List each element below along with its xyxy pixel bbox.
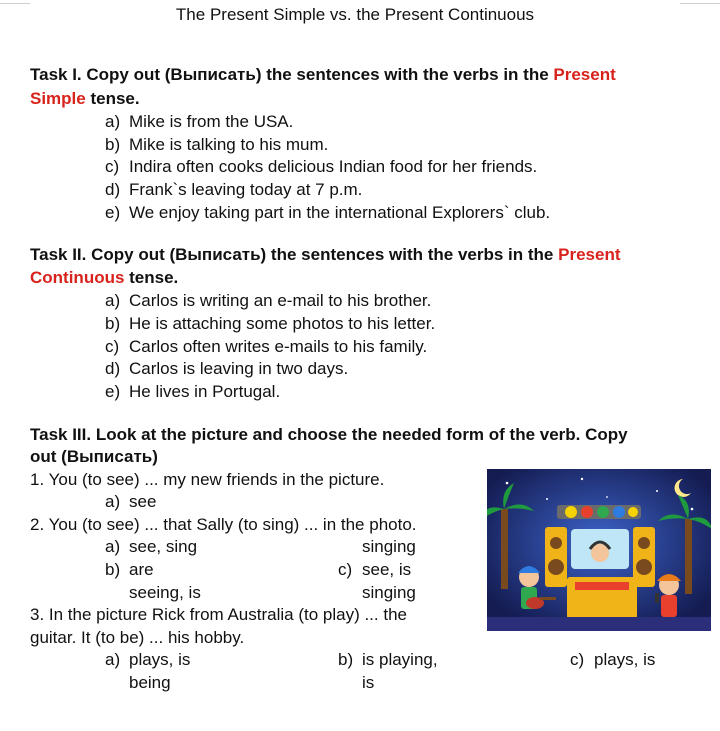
task2-heading-post: tense.	[124, 268, 179, 287]
task3-q1: 1. You (to see) ... my new friends in the picture.	[30, 470, 385, 489]
task3-q2-option-a: a) see, sing	[105, 537, 198, 556]
task3-q2-option-a-cont: singing	[362, 537, 416, 556]
task1-heading-line1	[30, 65, 616, 85]
task1-heading-red2: Simple	[30, 89, 86, 108]
task1-heading-line2	[30, 89, 140, 109]
page-title: The Present Simple vs. the Present Continuous	[175, 5, 535, 24]
task2-heading-line1	[30, 245, 621, 265]
task1-item-a: a) Mike is from the USA.	[105, 112, 294, 131]
party-lights	[557, 505, 641, 519]
speaker-left	[545, 527, 567, 587]
corner-mark-right	[680, 0, 720, 4]
task3-q2-option-b-cont: seeing, is	[129, 583, 201, 602]
task2-item-d: d) Carlos is leaving in two days.	[105, 359, 349, 378]
task3-q2-option-c: c) see, is	[338, 560, 412, 579]
task2-item-a: a) Carlos is writing an e-mail to his brother.	[105, 291, 432, 310]
stage-floor	[487, 617, 711, 631]
task1-item-b: b) Mike is talking to his mum.	[105, 135, 329, 154]
task3-q3-option-a-cont: being	[129, 673, 171, 692]
task1-item-e: e) We enjoy taking part in the international Explorers` club.	[105, 203, 551, 222]
task3-q2-option-c-cont: singing	[362, 583, 416, 602]
task1-heading-post: tense.	[85, 89, 140, 108]
task2-heading-red2: Continuous	[30, 268, 125, 287]
speaker-right	[633, 527, 655, 587]
task3-q1-option-a: a) see	[105, 492, 157, 511]
task2-heading-line2	[30, 268, 178, 288]
task1-item-c: c) Indira often cooks delicious Indian food for her friends.	[105, 157, 538, 176]
task3-heading-line1: Task III. Look at the picture and choose the needed form of the verb. Copy	[30, 425, 628, 444]
task3-q3-line1: 3. In the picture Rick from Australia (to play) ... the	[30, 605, 407, 624]
task1-heading-text: Task I. Copy out (Выписать) the sentences with the verbs in the	[30, 65, 554, 84]
task3-q3-option-c: c) plays, is	[570, 650, 656, 669]
task3-q3-option-b-cont: is	[362, 673, 375, 692]
task2-item-b: b) He is attaching some photos to his letter.	[105, 314, 436, 333]
task1-heading-red: Present	[553, 65, 616, 84]
task2-heading-red: Present	[558, 245, 621, 264]
task3-q3-line2: guitar. It (to be) ... his hobby.	[30, 628, 245, 647]
task2-item-e: e) He lives in Portugal.	[105, 382, 281, 401]
task3-q2-option-b: b) are	[105, 560, 154, 579]
task2-item-c: c) Carlos often writes e-mails to his family.	[105, 337, 428, 356]
task2-heading-text: Task II. Copy out (Выписать) the sentences with the verbs in the	[30, 245, 559, 264]
task3-q3-option-a: a) plays, is	[105, 650, 191, 669]
party-dj-picture	[487, 469, 711, 631]
task3-q3-option-b: b) is playing,	[338, 650, 438, 669]
task3-q2: 2. You (to see) ... that Sally (to sing) ... in the photo.	[30, 515, 417, 534]
task3-heading-line2: out (Выписать)	[30, 447, 158, 466]
corner-mark-left	[0, 0, 30, 4]
task1-item-d: d) Frank`s leaving today at 7 p.m.	[105, 180, 363, 199]
